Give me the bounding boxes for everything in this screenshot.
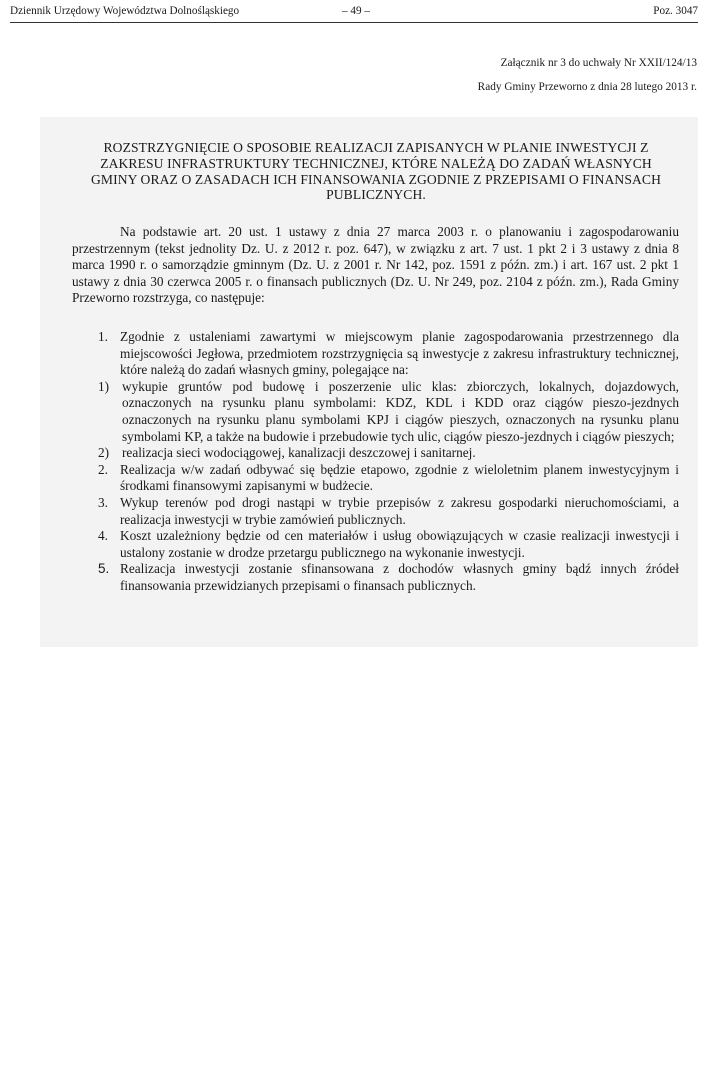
list-item	[72, 495, 679, 528]
list-item-number: 3.	[98, 494, 108, 510]
sub-item-text: wykupie gruntów pod budowę i poszerzenie ulic klas: zbiorczych, lokalnych, dojazdowych, oznaczonych na rysunku planu symbolami: KDZ, KDL i KDD oraz ciągów pieszo-jezdnych oznaczonych na rysunku planu symbolami KPJ i ciągów pieszych, oznaczonych na rysunku planu symbolami KP, a także na budowie i przebudowie tych ulic, ciągów pieszo-jezdnych i ciągów pieszych;	[122, 378, 679, 444]
position-number: Poz. 3047	[653, 5, 698, 17]
page-header	[10, 4, 698, 21]
list-item-text: Koszt uzależniony będzie od cen materiałów i usług obowiązujących w czasie realizacji inwestycji i ustalony zostanie w drodze przetargu publicznego na wykonanie inwestycji.	[120, 528, 679, 560]
attachment-line-2: Rady Gminy Przeworno z dnia 28 lutego 2013 r.	[477, 81, 697, 93]
page-number: – 49 –	[342, 5, 370, 17]
header-divider	[10, 22, 698, 23]
list-item-text: Realizacja inwestycji zostanie sfinansowana z dochodów własnych gminy bądź innych źródeł finansowania przewidzianych przepisami o finansach publicznych.	[120, 561, 679, 593]
list-item-number: 2.	[98, 461, 108, 477]
list-item-text: Wykup terenów pod drogi nastąpi w trybie przepisów z zakresu gospodarki nieruchomościami, a realizacja inwestycji w trybie zamówień publicznych.	[120, 494, 679, 527]
provisions-list	[72, 329, 679, 595]
list-item	[72, 462, 679, 495]
document-title: ROZSTRZYGNIĘCIE O SPOSOBIE REALIZACJI ZAPISANYCH W PLANIE INWESTYCJI Z ZAKRESU INFRASTRUKTURY TECHNICZNEJ, KTÓRE NALEŻĄ DO ZADAŃ WŁASNYCH GMINY ORAZ O ZASADACH ICH FINANSOWANIA ZGODNIE Z PRZEPISAMI O FINANSACH PUBLICZNYCH.	[91, 140, 661, 203]
intro-paragraph: Na podstawie art. 20 ust. 1 ustawy z dnia 27 marca 2003 r. o planowaniu i zagospodarowaniu przestrzennym (tekst jednolity Dz. U. z 2012 r. poz. 647), w związku z art. 7 ust. 1 pkt 2 i 3 ustawy z dnia 8 marca 1990 r. o samorządzie gminnym (Dz. U. z 2001 r. Nr 142, poz. 1591 z późn. zm.) i art. 167 ust. 2 pkt 1 ustawy z dnia 30 czerwca 2005 r. o finansach publicznych (Dz. U. Nr 249, poz. 2104 z późn. zm.), Rada Gminy Przeworno rozstrzyga, co następuje:	[72, 224, 679, 306]
attachment-line-1: Załącznik nr 3 do uchwały Nr XXII/124/13	[500, 57, 697, 69]
sub-item-number: 2)	[98, 445, 110, 461]
sub-list-item	[72, 379, 679, 445]
sub-item-number: 1)	[98, 378, 110, 394]
list-item-text: Realizacja w/w zadań odbywać się będzie etapowo, zgodnie z wieloletnim planem inwestycyjnym i środkami finansowymi zapisanymi w budżecie.	[120, 461, 679, 494]
journal-name: Dziennik Urzędowy Województwa Dolnośląskiego	[10, 5, 240, 17]
sub-item-text: realizacja sieci wodociągowej, kanalizacji deszczowej i sanitarnej.	[122, 445, 476, 461]
list-item	[72, 528, 679, 561]
list-item-number: 5.	[98, 561, 110, 577]
sub-list-item	[72, 445, 679, 462]
list-item-number: 1.	[98, 329, 108, 344]
list-item	[72, 561, 679, 594]
list-item-text: Zgodnie z ustaleniami zawartymi w miejscowym planie zagospodarowania przestrzennego dla miejscowości Jegłowa, przedmiotem rozstrzygnięcia są inwestycje z zakresu infrastruktury technicznej, które należą do zadań własnych gminy, polegające na:	[120, 329, 679, 378]
list-item-number: 4.	[98, 528, 108, 544]
list-item	[72, 329, 679, 379]
